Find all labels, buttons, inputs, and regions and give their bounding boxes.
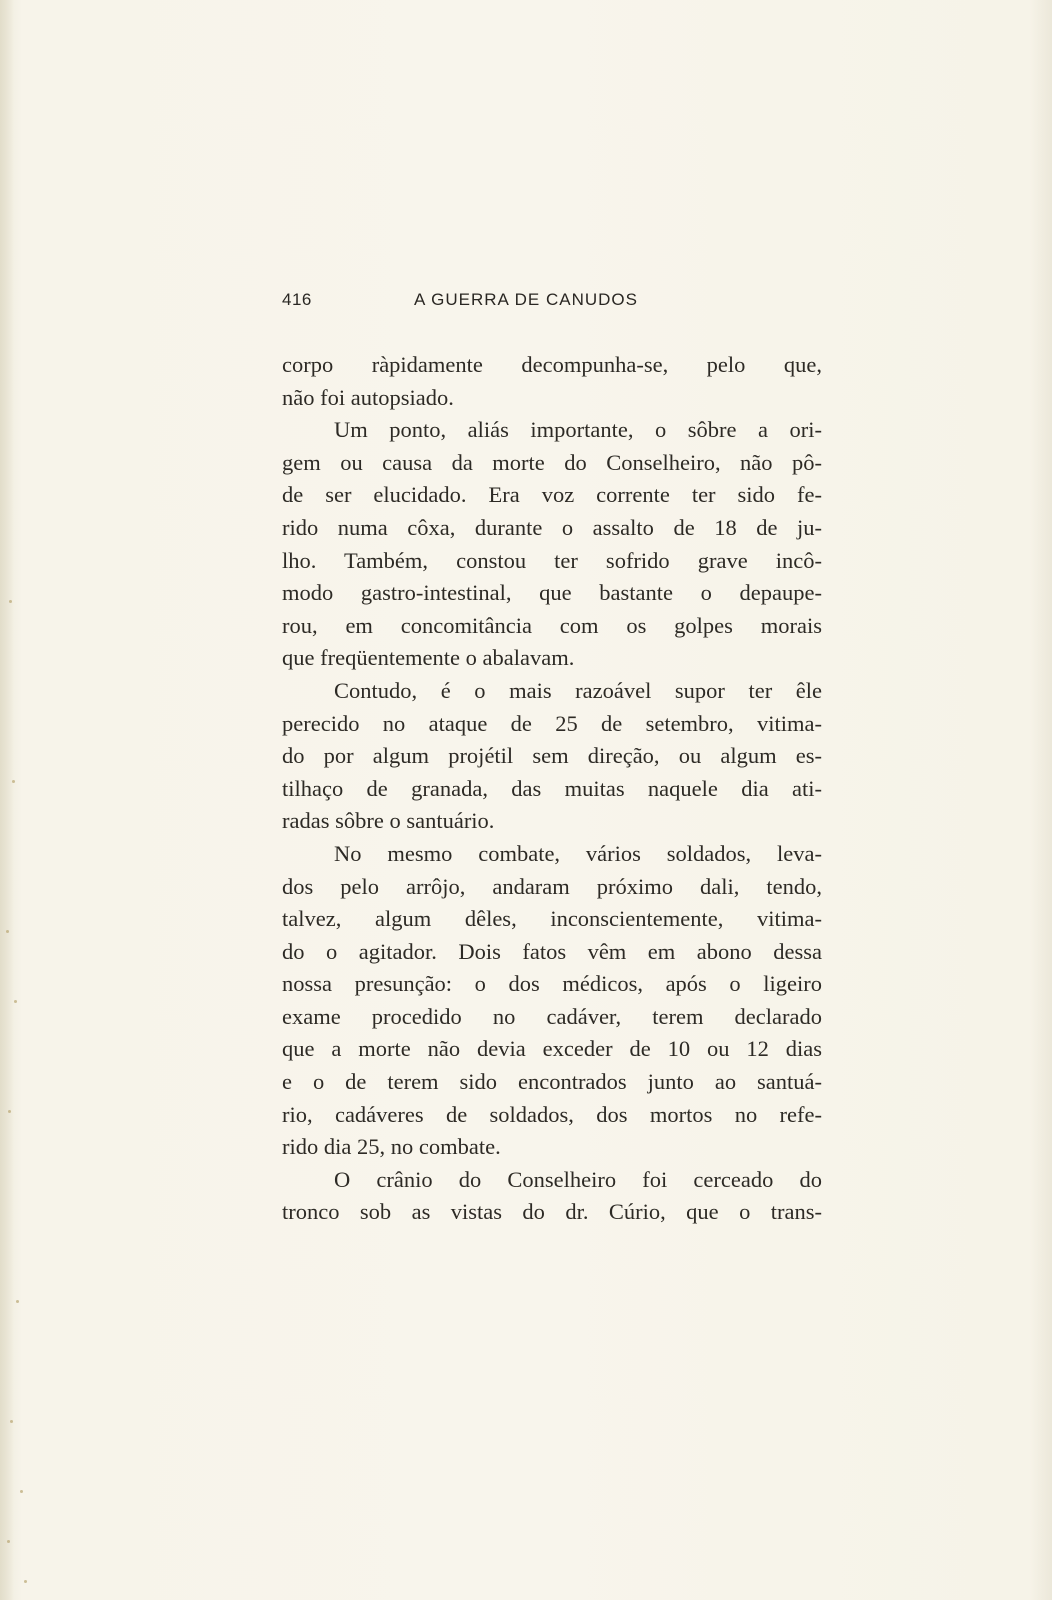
speck [7,1540,10,1543]
paragraph [282,838,822,1164]
paragraph [282,349,822,414]
speck [6,930,9,933]
page-number: 416 [282,290,312,309]
text-line: talvez, algum dêles, inconscientemente, vitima- [282,906,822,932]
text-line: tilhaço de granada, das muitas naquele dia ati- [282,775,822,801]
paragraph [282,675,822,838]
text-line: corpo ràpidamente decompunha-se, pelo que, [282,352,822,377]
text-line: rido dia 25, no combate. [282,1134,501,1160]
paragraph [282,414,822,675]
text-line: do o agitador. Dois fatos vêm em abono dessa [282,938,822,964]
text-line: de ser elucidado. Era voz corrente ter sido fe- [282,482,822,508]
text-line: e o de terem sido encontrados junto ao santuá- [282,1069,822,1095]
speck [12,780,15,783]
speck [20,1490,23,1493]
text-line: tronco sob as vistas do dr. Cúrio, que o trans- [282,1199,822,1225]
body-text [282,349,822,1229]
text-line: do por algum projétil sem direção, ou algum es- [282,743,822,769]
paragraph [282,1164,822,1229]
text-line: rio, cadáveres de soldados, dos mortos no refe- [282,1101,822,1127]
text-line: lho. Também, constou ter sofrido grave incô- [282,547,822,573]
speck [14,1000,17,1003]
text-line: que freqüentemente o abalavam. [282,645,575,671]
speck [16,1300,19,1303]
running-title: A GUERRA DE CANUDOS [414,290,638,309]
text-line: não foi autopsiado. [282,384,454,410]
speck [9,600,12,603]
running-head [282,290,842,320]
speck [24,1580,27,1583]
text-line: radas sôbre o santuário. [282,808,495,834]
text-line: que a morte não devia exceder de 10 ou 12 dias [282,1036,822,1062]
text-line: dos pelo arrôjo, andaram próximo dali, tendo, [282,873,822,899]
text-line: exame procedido no cadáver, terem declarado [282,1003,822,1029]
page-edge-specks [0,0,40,1600]
text-line: Contudo, é o mais razoável supor ter êle [334,677,822,703]
text-line: modo gastro-intestinal, que bastante o depaupe- [282,580,822,606]
text-line: rido numa côxa, durante o assalto de 18 de ju- [282,514,822,540]
speck [10,1420,13,1423]
text-line: Um ponto, aliás importante, o sôbre a ori- [334,417,822,443]
text-line: No mesmo combate, vários soldados, leva- [334,840,822,866]
text-line: rou, em concomitância com os golpes morais [282,612,822,638]
text-line: O crânio do Conselheiro foi cerceado do [334,1166,822,1192]
speck [8,1110,11,1113]
text-line: perecido no ataque de 25 de setembro, vitima- [282,710,822,736]
text-line: gem ou causa da morte do Conselheiro, não pô- [282,449,822,475]
text-line: nossa presunção: o dos médicos, após o ligeiro [282,971,822,997]
